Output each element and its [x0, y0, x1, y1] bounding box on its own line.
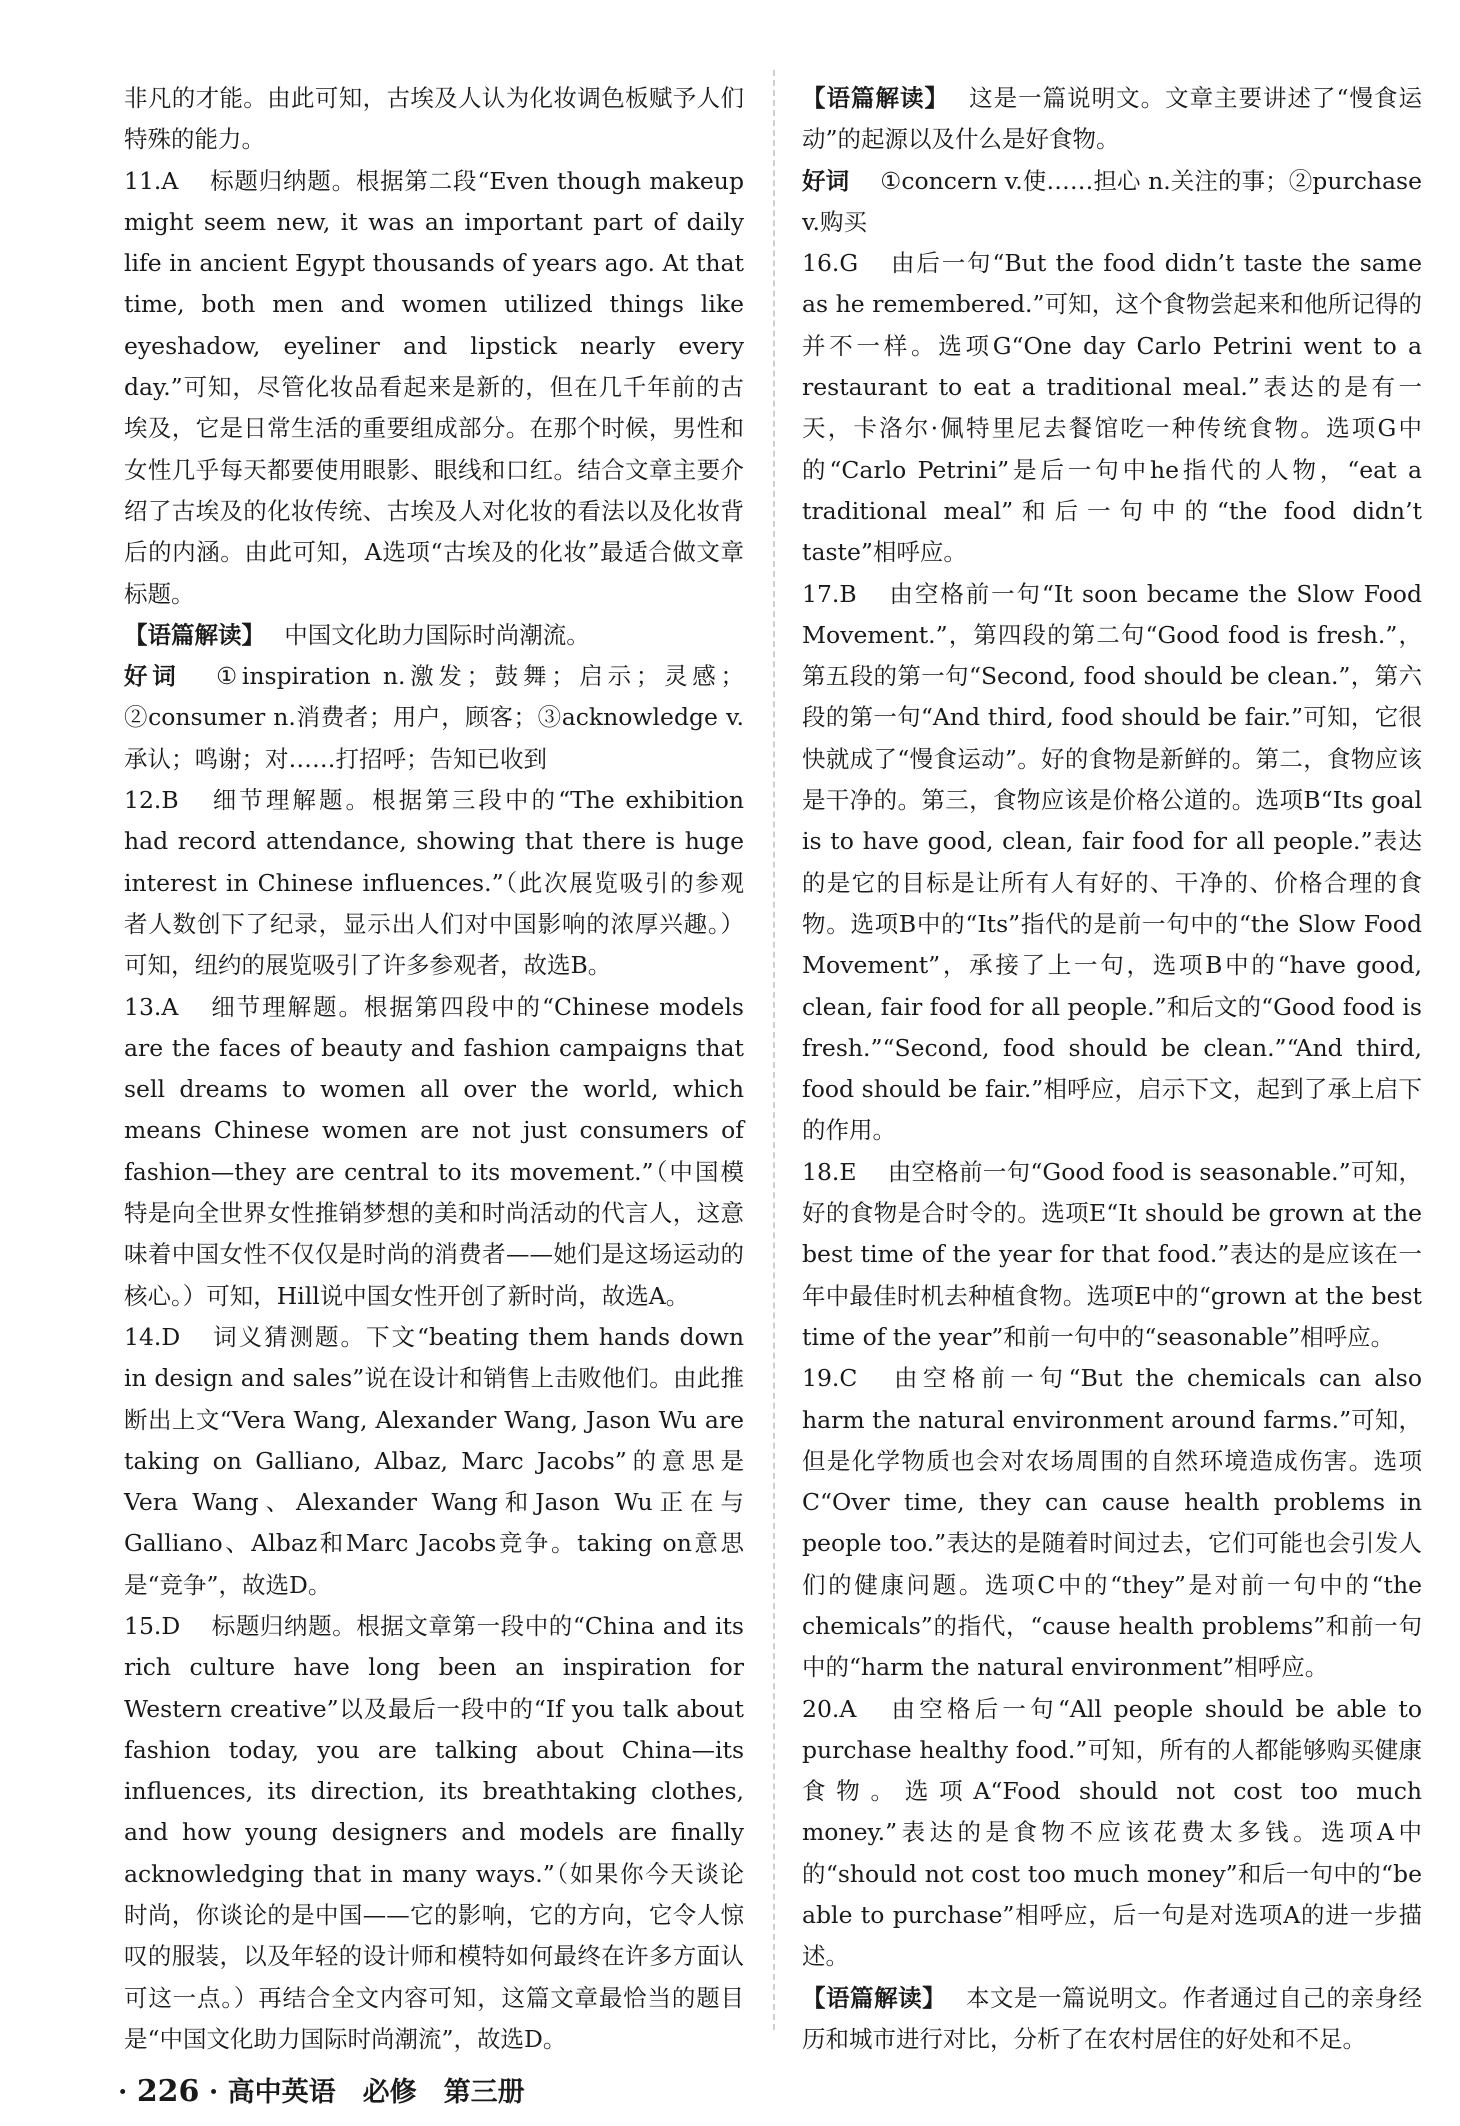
answer-text: 由空格前一句“But the chemicals can also harm the natural environment around farms.”可知，但是化学物质也会对农场周围的自然环境造成伤害。选项C“Over time, they can cause health problems in people too.”表达的是随着时间过去，它们可能也会引发人们的健康问题。选项C中的“they”是对前一句中的“the chemicals”的指代，“cause health problems”和前一句中的“harm the natural environment”相呼应。	[802, 1364, 1422, 1682]
book-title: · 高中英语 必修 第三册	[208, 2077, 525, 2108]
answer-text: 细节理解题。根据第四段中的“Chinese models are the faces of beauty and fashion campaigns that sell dreams to women all over the world, which means Chinese women are not just consumers of fashion—they are central to its movement.”（中国模特是向全世界女性推销梦想的美和时尚活动的代言人，这意味着中国女性不仅仅是时尚的消费者——她们是这场运动的核心。）可知，Hill说中国女性开创了新时尚，故选A。	[124, 992, 744, 1310]
answer-item-16	[802, 243, 1422, 573]
vocab-text: ①concern v.使……担心 n.关注的事；②purchase v.购买	[802, 166, 1422, 236]
answer-number: 11.A	[124, 166, 202, 195]
vocab-box	[124, 656, 744, 780]
answer-text: 由空格后一句“All people should be able to purchase healthy food.”可知，所有的人都能够购买健康食物。选项A“Food should not cost too much money.”表达的是食物不应该花费太多钱。选项A中的“should not cost too much money”和后一句中的“be able to purchase”相呼应，后一句是对选项A的进一步描述。	[802, 1694, 1422, 1971]
passage-analysis-label: 【语篇解读】	[802, 1983, 958, 2012]
passage-analysis-2	[802, 1978, 1422, 2061]
passage-analysis-label: 【语篇解读】	[124, 620, 277, 649]
answer-item-15	[124, 1606, 744, 2060]
left-column	[124, 78, 744, 2060]
vocab-text: ①inspiration n.激发；鼓舞；启示；灵感；②consumer n.消费者；用户，顾客；③acknowledge v.承认；鸣谢；对……打招呼；告知已收到	[124, 662, 744, 773]
answer-text: 标题归纳题。根据第二段“Even though makeup might seem new, it was an important part of daily life in ancient Egypt thousands of years ago. At that time, both men and women utilized things like eyeshadow, eyeliner and lipstick nearly every day.”可知，尽管化妆品看起来是新的，但在几千年前的古埃及，它是日常生活的重要组成部分。在那个时候，男性和女性几乎每天都要使用眼影、眼线和口红。结合文章主要介绍了古埃及的化妆传统、古埃及人对化妆的看法以及化妆背后的内涵。由此可知，A选项“古埃及的化妆”最适合做文章标题。	[124, 166, 744, 608]
answer-text: 由后一句“But the food didn’t taste the same as he remembered.”可知，这个食物尝起来和他所记得的并不一样。选项G“One day Carlo Petrini went to a restaurant to eat a traditional meal.”表达的是有一天，卡洛尔·佩特里尼去餐馆吃一种传统食物。选项G中的“Carlo Petrini”是后一句中he指代的人物，“eat a traditional meal”和后一句中的“the food didn’t taste”相呼应。	[802, 249, 1422, 567]
passage-analysis-text: 本文是一篇说明文。作者通过自己的亲身经历和城市进行对比，分析了在农村居住的好处和不足。	[802, 1983, 1423, 2053]
answer-item-13	[124, 987, 744, 1317]
footer-bullet: ·	[118, 2077, 128, 2108]
answer-item-17	[802, 574, 1422, 1152]
answer-text: 标题归纳题。根据文章第一段中的“China and its rich culture have long been an inspiration for Western creative”以及最后一段中的“If you talk about fashion today, you are talking about China—its influences, its direction, its breathtaking clothes, and how young designers and models are finally acknowledging that in many ways.”（如果你今天谈论时尚，你谈论的是中国——它的影响，它的方向，它令人惊叹的服装，以及年轻的设计师和模特如何最终在许多方面认可这一点。）再结合全文内容可知，这篇文章最恰当的题目是“中国文化助力国际时尚潮流”，故选D。	[124, 1611, 744, 2053]
answer-number: 18.E	[802, 1157, 881, 1186]
vocab-box	[802, 161, 1422, 244]
passage-analysis-label: 【语篇解读】	[802, 84, 961, 112]
vocab-label: 好词	[124, 662, 204, 691]
passage-analysis-text: 这是一篇说明文。文章主要讲述了“慢食运动”的起源以及什么是好食物。	[802, 84, 1423, 154]
answer-item-18	[802, 1152, 1422, 1358]
page-number: 226	[136, 2074, 200, 2109]
answer-text: 词义猜测题。下文“beating them hands down in design and sales”说在设计和销售上击败他们。由此推断出上文“Vera Wang, Alexander Wang, Jason Wu are taking on Galliano, Albaz, Marc Jacobs”的意思是Vera Wang、Alexander Wang和Jason Wu正在与Galliano、Albaz和Marc Jacobs竞争。taking on意思是“竞争”，故选D。	[124, 1322, 744, 1599]
answer-number: 19.C	[802, 1364, 881, 1393]
right-column	[802, 78, 1422, 2060]
answer-number: 17.B	[802, 579, 881, 608]
passage-analysis-text: 中国文化助力国际时尚潮流。	[284, 620, 590, 649]
answer-text: 由空格前一句“It soon became the Slow Food Movement.”，第四段的第二句“Good food is fresh.”，第五段的第一句“Second, food should be clean.”，第六段的第一句“And third, food should be fair.”可知，它很快就成了“慢食运动”。好的食物是新鲜的。第二，食物应该是干净的。第三，食物应该是价格公道的。选项B“Its goal is to have good, clean, fair food for all people.”表达的是它的目标是让所有人有好的、干净的、价格合理的食物。选项B中的“Its”指代的是前一句中的“the Slow Food Movement”，承接了上一句，选项B中的“have good, clean, fair food for all people.”和后文的“Good food is fresh.”“Second, food should be clean.”“And third, food should be fair.”相呼应，启示下文，起到了承上启下的作用。	[802, 579, 1422, 1145]
answer-item-14	[124, 1317, 744, 1606]
intro-text: 非凡的才能。由此可知，古埃及人认为化妆调色板赋予人们特殊的能力。	[124, 84, 744, 154]
passage-analysis	[802, 78, 1422, 161]
answer-item-11	[124, 161, 744, 615]
passage-analysis	[124, 615, 744, 656]
answer-item-12	[124, 780, 744, 986]
answer-number: 20.A	[802, 1694, 880, 1723]
answer-text: 细节理解题。根据第三段中的“The exhibition had record attendance, showing that there is huge interest in Chinese influences.”（此次展览吸引的参观者人数创下了纪录，显示出人们对中国影响的浓厚兴趣。）可知，纽约的展览吸引了许多参观者，故选B。	[124, 786, 744, 980]
answer-item-20	[802, 1689, 1422, 1978]
answer-number: 12.B	[124, 786, 203, 815]
answer-number: 14.D	[124, 1322, 204, 1351]
answer-text: 由空格前一句“Good food is seasonable.”可知，好的食物是合时令的。选项E“It should be grown at the best time of the year for that food.”表达的是应该在一年中最佳时机去种植食物。选项E中的“grown at the best time of the year”和前一句中的“seasonable”相呼应。	[802, 1157, 1422, 1351]
answer-number: 15.D	[124, 1611, 204, 1640]
page-footer	[118, 2070, 525, 2109]
vocab-label: 好词	[802, 166, 873, 195]
answer-number: 13.A	[124, 992, 202, 1021]
answer-number: 16.G	[802, 249, 882, 278]
column-divider	[773, 70, 775, 2030]
answer-item-19	[802, 1358, 1422, 1688]
